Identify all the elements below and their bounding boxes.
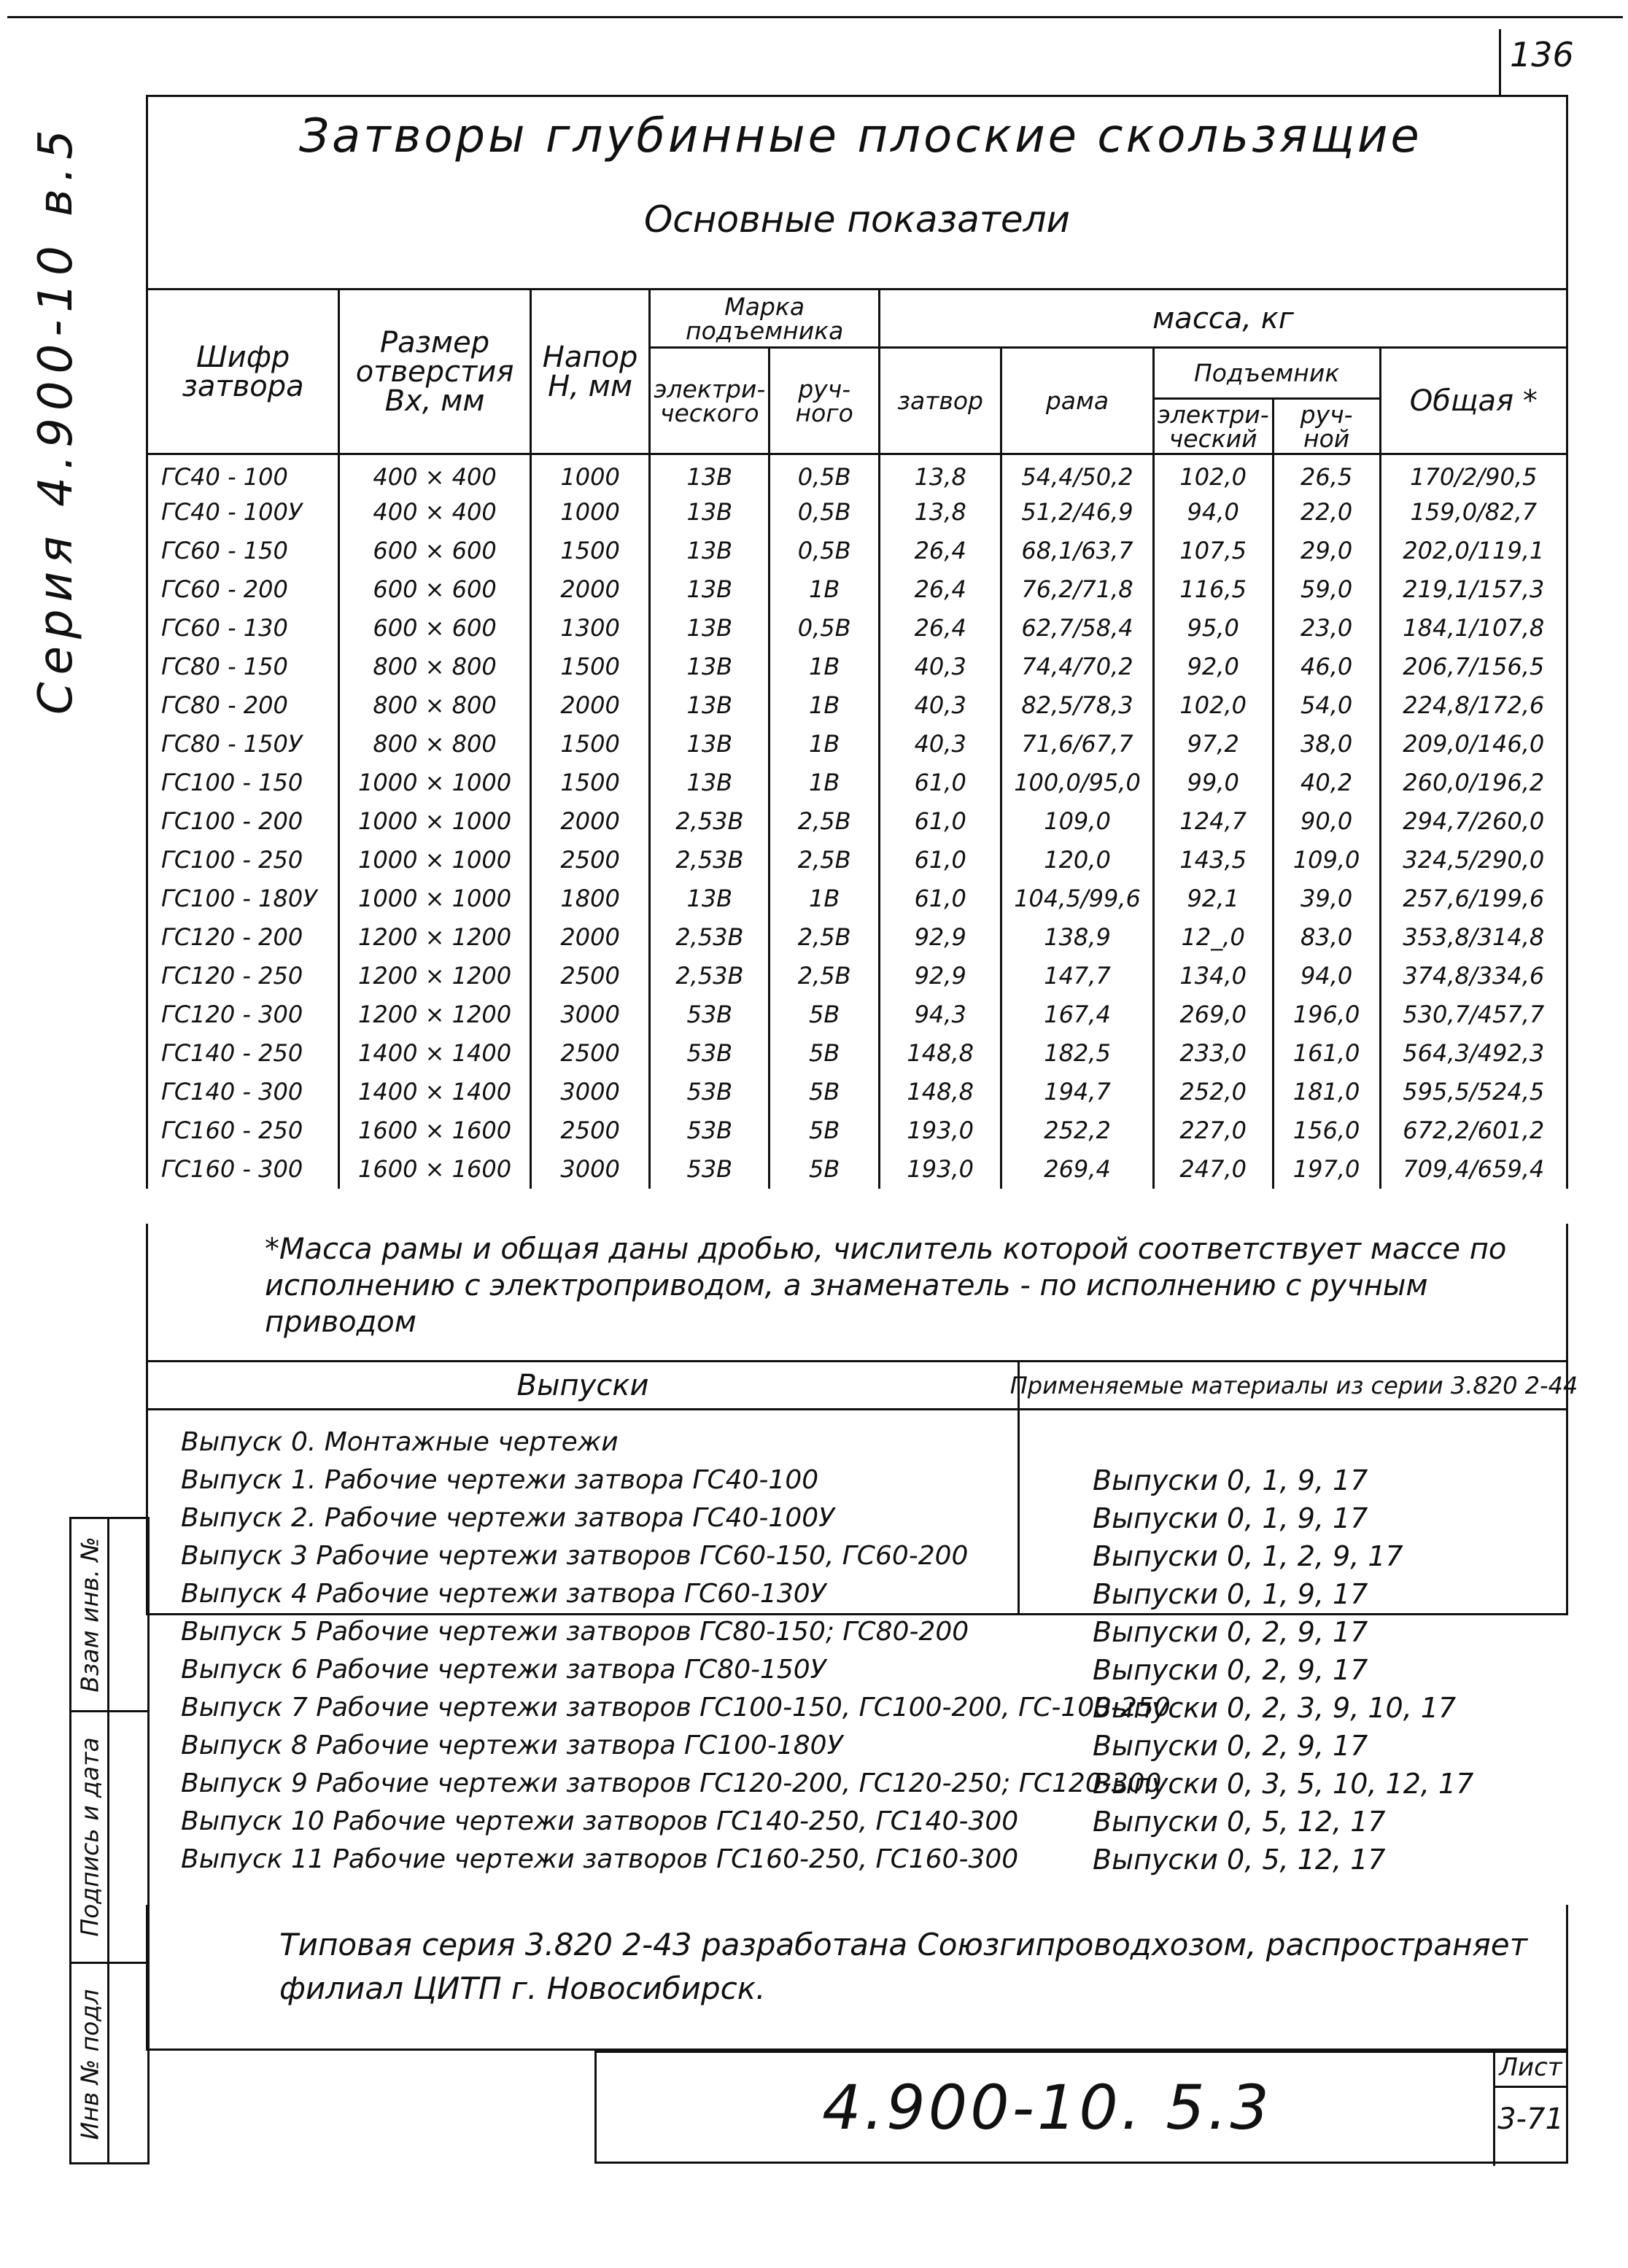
material-item: Выпуски 0, 3, 5, 10, 12, 17 [1093,1768,1474,1800]
table-cell: 76,2/71,8 [1001,570,1153,609]
document-code: 4.900-10. 5.3 [822,2071,1272,2143]
table-cell: 3000 [530,1073,649,1111]
table-cell: 1000 × 1000 [339,841,531,879]
table-cell: ГС100 - 180У [147,879,339,918]
table-cell: 800 × 800 [339,725,531,764]
header-marka-manual: руч- ного [770,348,880,454]
table-cell: 62,7/58,4 [1001,609,1153,648]
mass-footnote: *Масса рамы и общая даны дробью, числитель которой соответствует массе по исполнению с электроприводом, а знаменатель - по исполнению с ручным приводом [146,1224,1568,1362]
table-cell: 0,5В [770,609,880,648]
header-razmer: Размер отверстия Вх, мм [339,290,531,454]
issue-item: Выпуск 1. Рабочие чертежи затвора ГС40-100 [181,1465,819,1495]
table-cell: 1500 [530,725,649,764]
header-napor: Напор Н, мм [530,290,649,454]
table-cell: 5В [770,1034,880,1073]
table-cell: 2,5В [770,802,880,841]
main-parameters-table [146,288,1568,1189]
table-cell: 595,5/524,5 [1380,1073,1567,1111]
table-cell: 2,53В [650,918,770,957]
table-cell: 53В [650,1150,770,1189]
table-cell: 23,0 [1273,609,1380,648]
table-cell: 13В [650,879,770,918]
table-cell: 3000 [530,995,649,1034]
table-cell: 2,5В [770,918,880,957]
margin-cell-vzam [71,1519,147,1712]
table-cell: 39,0 [1273,879,1380,918]
table-cell: 29,0 [1273,532,1380,570]
table-cell: 197,0 [1273,1150,1380,1189]
table-cell: 1В [770,725,880,764]
table-cell: 147,7 [1001,957,1153,995]
header-shifr: Шифр затвора [147,290,339,454]
issue-item: Выпуск 9 Рабочие чертежи затворов ГС120-200, ГС120-250; ГС120-300 [181,1768,1162,1798]
table-body [147,454,1567,1189]
table-row [147,609,1567,648]
table-cell: 209,0/146,0 [1380,725,1567,764]
table-cell: 1600 × 1600 [339,1150,531,1189]
table-cell: 1300 [530,609,649,648]
table-cell: 269,0 [1153,995,1273,1034]
table-row [147,918,1567,957]
table-cell: ГС60 - 150 [147,532,339,570]
table-cell: 156,0 [1273,1111,1380,1150]
table-cell: 294,7/260,0 [1380,802,1567,841]
table-cell: 1200 × 1200 [339,995,531,1034]
table-cell: ГС120 - 300 [147,995,339,1034]
table-row [147,1111,1567,1150]
table-cell: ГС120 - 250 [147,957,339,995]
table-cell: 400 × 400 [339,493,531,532]
table-cell: 124,7 [1153,802,1273,841]
table-cell: 13,8 [880,493,1001,532]
table-row [147,686,1567,725]
table-cell: 74,4/70,2 [1001,648,1153,686]
table-cell: 26,4 [880,609,1001,648]
table-cell: ГС80 - 200 [147,686,339,725]
table-cell: ГС40 - 100У [147,493,339,532]
table-cell: 13В [650,570,770,609]
table-row [147,802,1567,841]
table-cell: 100,0/95,0 [1001,764,1153,802]
table-cell: 1000 [530,493,649,532]
header-marka: Марка подъемника [650,290,880,348]
issue-item: Выпуск 7 Рабочие чертежи затворов ГС100-150, ГС100-200, ГС-100-250 [181,1693,1171,1723]
table-cell: 0,5В [770,532,880,570]
table-cell: ГС60 - 200 [147,570,339,609]
issue-item: Выпуск 6 Рабочие чертежи затвора ГС80-150У [181,1655,826,1685]
issues-column [148,1362,1171,1874]
table-cell: 167,4 [1001,995,1153,1034]
table-cell: 53В [650,1073,770,1111]
page-title: Затворы глубинные плоские скользящие [299,109,1422,163]
table-row [147,764,1567,802]
table-cell: 247,0 [1153,1150,1273,1189]
sheet-number: 136 [1510,35,1574,74]
table-cell: 97,2 [1153,725,1273,764]
title-block [594,2051,1568,2164]
table-cell: 193,0 [880,1150,1001,1189]
table-cell: 206,7/156,5 [1380,648,1567,686]
table-cell: 120,0 [1001,841,1153,879]
table-cell: 2,53В [650,841,770,879]
table-cell: 161,0 [1273,1034,1380,1073]
sheet-label: Лист [1493,2053,1566,2088]
table-row [147,532,1567,570]
material-item: Выпуски 0, 5, 12, 17 [1093,1806,1386,1838]
table-cell: 13,8 [880,454,1001,493]
table-cell: 202,0/119,1 [1380,532,1567,570]
table-cell: 1000 × 1000 [339,802,531,841]
table-cell: 61,0 [880,841,1001,879]
table-cell: 2,5В [770,841,880,879]
table-cell: ГС120 - 200 [147,918,339,957]
table-cell: 92,1 [1153,879,1273,918]
top-border-line [7,16,1623,18]
issue-item: Выпуск 5 Рабочие чертежи затворов ГС80-150; ГС80-200 [181,1617,969,1647]
materials-list [1020,1410,1568,1879]
table-cell: 181,0 [1273,1073,1380,1111]
table-cell: 1В [770,570,880,609]
table-cell: 143,5 [1153,841,1273,879]
table-cell: 600 × 600 [339,570,531,609]
table-cell: 13В [650,493,770,532]
material-item: Выпуски 0, 2, 9, 17 [1093,1730,1368,1762]
table-cell: 709,4/659,4 [1380,1150,1567,1189]
table-cell: 83,0 [1273,918,1380,957]
table-cell: ГС160 - 250 [147,1111,339,1150]
table-cell: 59,0 [1273,570,1380,609]
table-cell: 13В [650,764,770,802]
table-row [147,725,1567,764]
issues-block [146,1360,1578,1876]
table-cell: 1400 × 1400 [339,1073,531,1111]
table-row [147,1073,1567,1111]
table-cell: 148,8 [880,1073,1001,1111]
table-cell: 2,5В [770,957,880,995]
table-cell: 1000 × 1000 [339,764,531,802]
table-cell: 1000 [530,454,649,493]
issues-list [148,1410,1171,1879]
table-cell: 13В [650,686,770,725]
table-row [147,957,1567,995]
margin-stamp-strip [69,1517,150,2164]
margin-cell-inv [71,1964,147,2164]
table-cell: 530,7/457,7 [1380,995,1567,1034]
table-cell: 1В [770,764,880,802]
table-cell: 22,0 [1273,493,1380,532]
table-cell: 13В [650,725,770,764]
table-row [147,841,1567,879]
table-cell: 13В [650,648,770,686]
header-podemnik-manual: руч- ной [1273,399,1380,454]
table-cell: 2500 [530,957,649,995]
table-row [147,570,1567,609]
table-cell: 2000 [530,918,649,957]
header-rama: рама [1001,348,1153,454]
table-cell: 2500 [530,1111,649,1150]
table-cell: 95,0 [1153,609,1273,648]
table-cell: 71,6/67,7 [1001,725,1153,764]
table-cell: 227,0 [1153,1111,1273,1150]
table-cell: 107,5 [1153,532,1273,570]
table-cell: 54,0 [1273,686,1380,725]
table-cell: 800 × 800 [339,686,531,725]
table-cell: 53В [650,1111,770,1150]
table-cell: 0,5В [770,493,880,532]
table-cell: 102,0 [1153,454,1273,493]
table-cell: 61,0 [880,802,1001,841]
table-cell: 184,1/107,8 [1380,609,1567,648]
table-cell: 40,3 [880,686,1001,725]
table-cell: 116,5 [1153,570,1273,609]
table-cell: 94,0 [1153,493,1273,532]
table-cell: 324,5/290,0 [1380,841,1567,879]
table-cell: 38,0 [1273,725,1380,764]
table-cell: 5В [770,1111,880,1150]
table-cell: 800 × 800 [339,648,531,686]
table-cell: 1800 [530,879,649,918]
table-cell: 12_,0 [1153,918,1273,957]
table-cell: 134,0 [1153,957,1273,995]
table-cell: 94,3 [880,995,1001,1034]
table-cell: 400 × 400 [339,454,531,493]
table-cell: 672,2/601,2 [1380,1111,1567,1150]
material-item: Выпуски 0, 1, 9, 17 [1093,1578,1368,1610]
table-cell: 13В [650,609,770,648]
table-cell: 26,4 [880,570,1001,609]
table-cell: 13В [650,532,770,570]
sheet-corner-line [1499,29,1501,95]
table-cell: 3000 [530,1150,649,1189]
table-cell: 99,0 [1153,764,1273,802]
table-cell: 40,3 [880,648,1001,686]
table-cell: 53В [650,995,770,1034]
table-cell: 94,0 [1273,957,1380,995]
table-cell: 159,0/82,7 [1380,493,1567,532]
sheet-label-number: 3-71 [1493,2088,1566,2166]
table-cell: 252,2 [1001,1111,1153,1150]
material-item: Выпуски 0, 5, 12, 17 [1093,1844,1386,1876]
table-cell: 40,3 [880,725,1001,764]
table-cell: 196,0 [1273,995,1380,1034]
table-cell: 170/2/90,5 [1380,454,1567,493]
issue-item: Выпуск 10 Рабочие чертежи затворов ГС140-250, ГС140-300 [181,1806,1019,1836]
table-cell: 40,2 [1273,764,1380,802]
table-cell: 51,2/46,9 [1001,493,1153,532]
table-cell: 219,1/157,3 [1380,570,1567,609]
table-cell: 5В [770,1150,880,1189]
table-cell: ГС100 - 200 [147,802,339,841]
table-row [147,995,1567,1034]
table-cell: 2000 [530,802,649,841]
material-item: Выпуски 0, 2, 9, 17 [1093,1616,1368,1648]
material-item: Выпуски 0, 1, 9, 17 [1093,1502,1368,1534]
table-cell: 68,1/63,7 [1001,532,1153,570]
table-cell: 257,6/199,6 [1380,879,1567,918]
header-podemnik: Подъемник [1153,348,1380,399]
series-side-label: Серия 4.900-10 в.5 [29,123,83,715]
table-row [147,1150,1567,1189]
margin-label-inv: Инв № подл [75,1989,104,2140]
table-cell: ГС80 - 150 [147,648,339,686]
table-cell: ГС100 - 250 [147,841,339,879]
table-cell: 92,0 [1153,648,1273,686]
table-cell: 54,4/50,2 [1001,454,1153,493]
table-cell: 2,53В [650,957,770,995]
table-row [147,879,1567,918]
table-cell: 1500 [530,764,649,802]
table-row [147,454,1567,493]
table-cell: 90,0 [1273,802,1380,841]
materials-column [1009,1362,1578,1876]
margin-cell-podpis [71,1712,147,1964]
table-cell: 102,0 [1153,686,1273,725]
table-cell: 1000 × 1000 [339,879,531,918]
table-cell: 564,3/492,3 [1380,1034,1567,1073]
material-item [1093,1424,1568,1461]
table-cell: 5В [770,1073,880,1111]
table-cell: 1500 [530,532,649,570]
table-cell: ГС80 - 150У [147,725,339,764]
table-cell: 46,0 [1273,648,1380,686]
issue-item: Выпуск 4 Рабочие чертежи затвора ГС60-130У [181,1579,826,1609]
margin-label-podpis: Подпись и дата [75,1737,104,1937]
table-cell: 1200 × 1200 [339,918,531,957]
table-cell: 109,0 [1001,802,1153,841]
table-cell: 1500 [530,648,649,686]
table-cell: 269,4 [1001,1150,1153,1189]
table-row [147,1034,1567,1073]
header-podemnik-electric: электри- ческий [1153,399,1273,454]
series-note: Типовая серия 3.820 2-43 разработана Союзгипроводхозом, распространяет филиал ЦИТП г. Новосибирск. [146,1905,1568,2051]
table-cell: ГС140 - 300 [147,1073,339,1111]
table-cell: ГС60 - 130 [147,609,339,648]
table-cell: 233,0 [1153,1034,1273,1073]
table-cell: 109,0 [1273,841,1380,879]
table-cell: 13В [650,454,770,493]
table-cell: 148,8 [880,1034,1001,1073]
table-cell: 600 × 600 [339,532,531,570]
table-cell: 5В [770,995,880,1034]
table-cell: 61,0 [880,764,1001,802]
table-cell: 104,5/99,6 [1001,879,1153,918]
materials-header: Применяемые материалы из серии 3.820 2-44 [1020,1362,1568,1410]
table-cell: 260,0/196,2 [1380,764,1567,802]
table-cell: 82,5/78,3 [1001,686,1153,725]
table-cell: 193,0 [880,1111,1001,1150]
page-subtitle: Основные показатели [643,198,1071,241]
table-cell: 92,9 [880,918,1001,957]
table-cell: ГС140 - 250 [147,1034,339,1073]
table-cell: 1В [770,879,880,918]
table-cell: 61,0 [880,879,1001,918]
header-zatvor: затвор [880,348,1001,454]
table-cell: 252,0 [1153,1073,1273,1111]
issue-item: Выпуск 11 Рабочие чертежи затворов ГС160-250, ГС160-300 [181,1844,1019,1874]
table-cell: 26,5 [1273,454,1380,493]
table-row [147,648,1567,686]
table-cell: ГС40 - 100 [147,454,339,493]
issues-header: Выпуски [148,1362,1018,1410]
table-cell: 1400 × 1400 [339,1034,531,1073]
table-cell: ГС100 - 150 [147,764,339,802]
table-cell: 0,5В [770,454,880,493]
header-massa: масса, кг [880,290,1567,348]
table-cell: 1В [770,648,880,686]
table-cell: 2500 [530,1034,649,1073]
table-cell: 1200 × 1200 [339,957,531,995]
material-item: Выпуски 0, 1, 9, 17 [1093,1464,1368,1496]
issue-item: Выпуск 0. Монтажные чертежи [181,1427,619,1457]
table-cell: ГС160 - 300 [147,1150,339,1189]
table-cell: 92,9 [880,957,1001,995]
table-row [147,493,1567,532]
table-cell: 374,8/334,6 [1380,957,1567,995]
table-cell: 224,8/172,6 [1380,686,1567,725]
issue-item: Выпуск 8 Рабочие чертежи затвора ГС100-180У [181,1731,843,1760]
margin-label-vzam: Взам инв. № [75,1537,104,1693]
table-cell: 1600 × 1600 [339,1111,531,1150]
material-item: Выпуски 0, 1, 2, 9, 17 [1093,1540,1403,1572]
table-cell: 138,9 [1001,918,1153,957]
issue-item: Выпуск 3 Рабочие чертежи затворов ГС60-150, ГС60-200 [181,1541,969,1571]
frame-top-line [146,95,1568,97]
table-cell: 26,4 [880,532,1001,570]
table-cell: 194,7 [1001,1073,1153,1111]
table-cell: 182,5 [1001,1034,1153,1073]
table-cell: 600 × 600 [339,609,531,648]
material-item: Выпуски 0, 2, 9, 17 [1093,1654,1368,1686]
table-cell: 2500 [530,841,649,879]
table-cell: 1В [770,686,880,725]
table-cell: 2,53В [650,802,770,841]
issue-item: Выпуск 2. Рабочие чертежи затвора ГС40-100У [181,1503,835,1533]
table-cell: 353,8/314,8 [1380,918,1567,957]
table-cell: 53В [650,1034,770,1073]
header-marka-electric: электри- ческого [650,348,770,454]
header-obshaya: Общая * [1380,348,1567,454]
table-cell: 2000 [530,686,649,725]
material-item: Выпуски 0, 2, 3, 9, 10, 17 [1093,1692,1457,1724]
table-cell: 2000 [530,570,649,609]
